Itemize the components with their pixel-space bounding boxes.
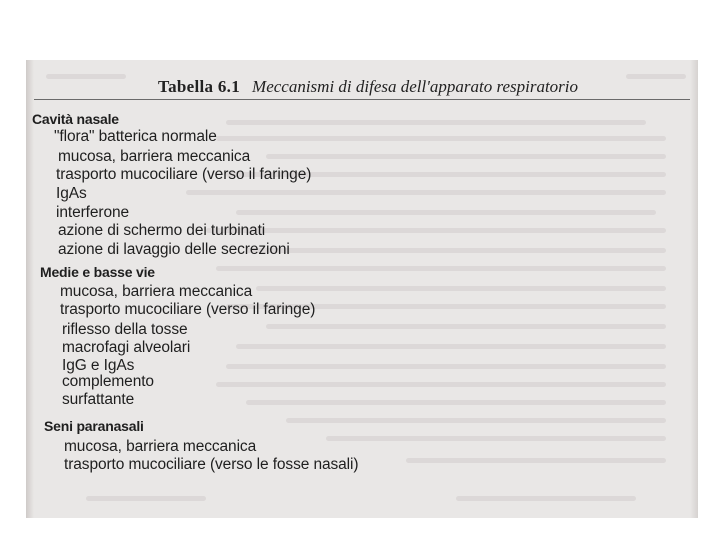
table-title: Meccanismi di difesa dell'apparato respiratorio: [252, 77, 579, 96]
section-heading-seni-paranasali: Seni paranasali: [44, 418, 144, 434]
section-heading-cavita-nasale: Cavità nasale: [32, 111, 119, 127]
list-item: IgAs: [56, 185, 87, 202]
list-item: mucosa, barriera meccanica: [58, 148, 251, 165]
list-item: azione di schermo dei turbinati: [58, 222, 266, 239]
table-body: [26, 60, 698, 518]
list-item: "flora" batterica normale: [54, 128, 217, 145]
list-item: mucosa, barriera meccanica: [60, 283, 253, 300]
table-number: Tabella 6.1: [158, 77, 241, 96]
list-item: trasporto mucociliare (verso le fosse nasali): [64, 456, 359, 473]
list-item: interferone: [56, 204, 130, 221]
list-item: trasporto mucociliare (verso il faringe): [56, 166, 312, 183]
list-item: IgG e IgAs: [62, 357, 135, 374]
list-item: trasporto mucociliare (verso il faringe): [60, 301, 316, 318]
scanned-page: [26, 60, 698, 518]
list-item: mucosa, barriera meccanica: [64, 438, 257, 455]
list-item: surfattante: [62, 391, 135, 408]
list-item: riflesso della tosse: [62, 321, 188, 338]
section-heading-medie-basse-vie: Medie e basse vie: [40, 264, 155, 280]
list-item: macrofagi alveolari: [62, 339, 191, 356]
list-item: complemento: [62, 373, 154, 390]
list-item: azione di lavaggio delle secrezioni: [58, 241, 290, 258]
